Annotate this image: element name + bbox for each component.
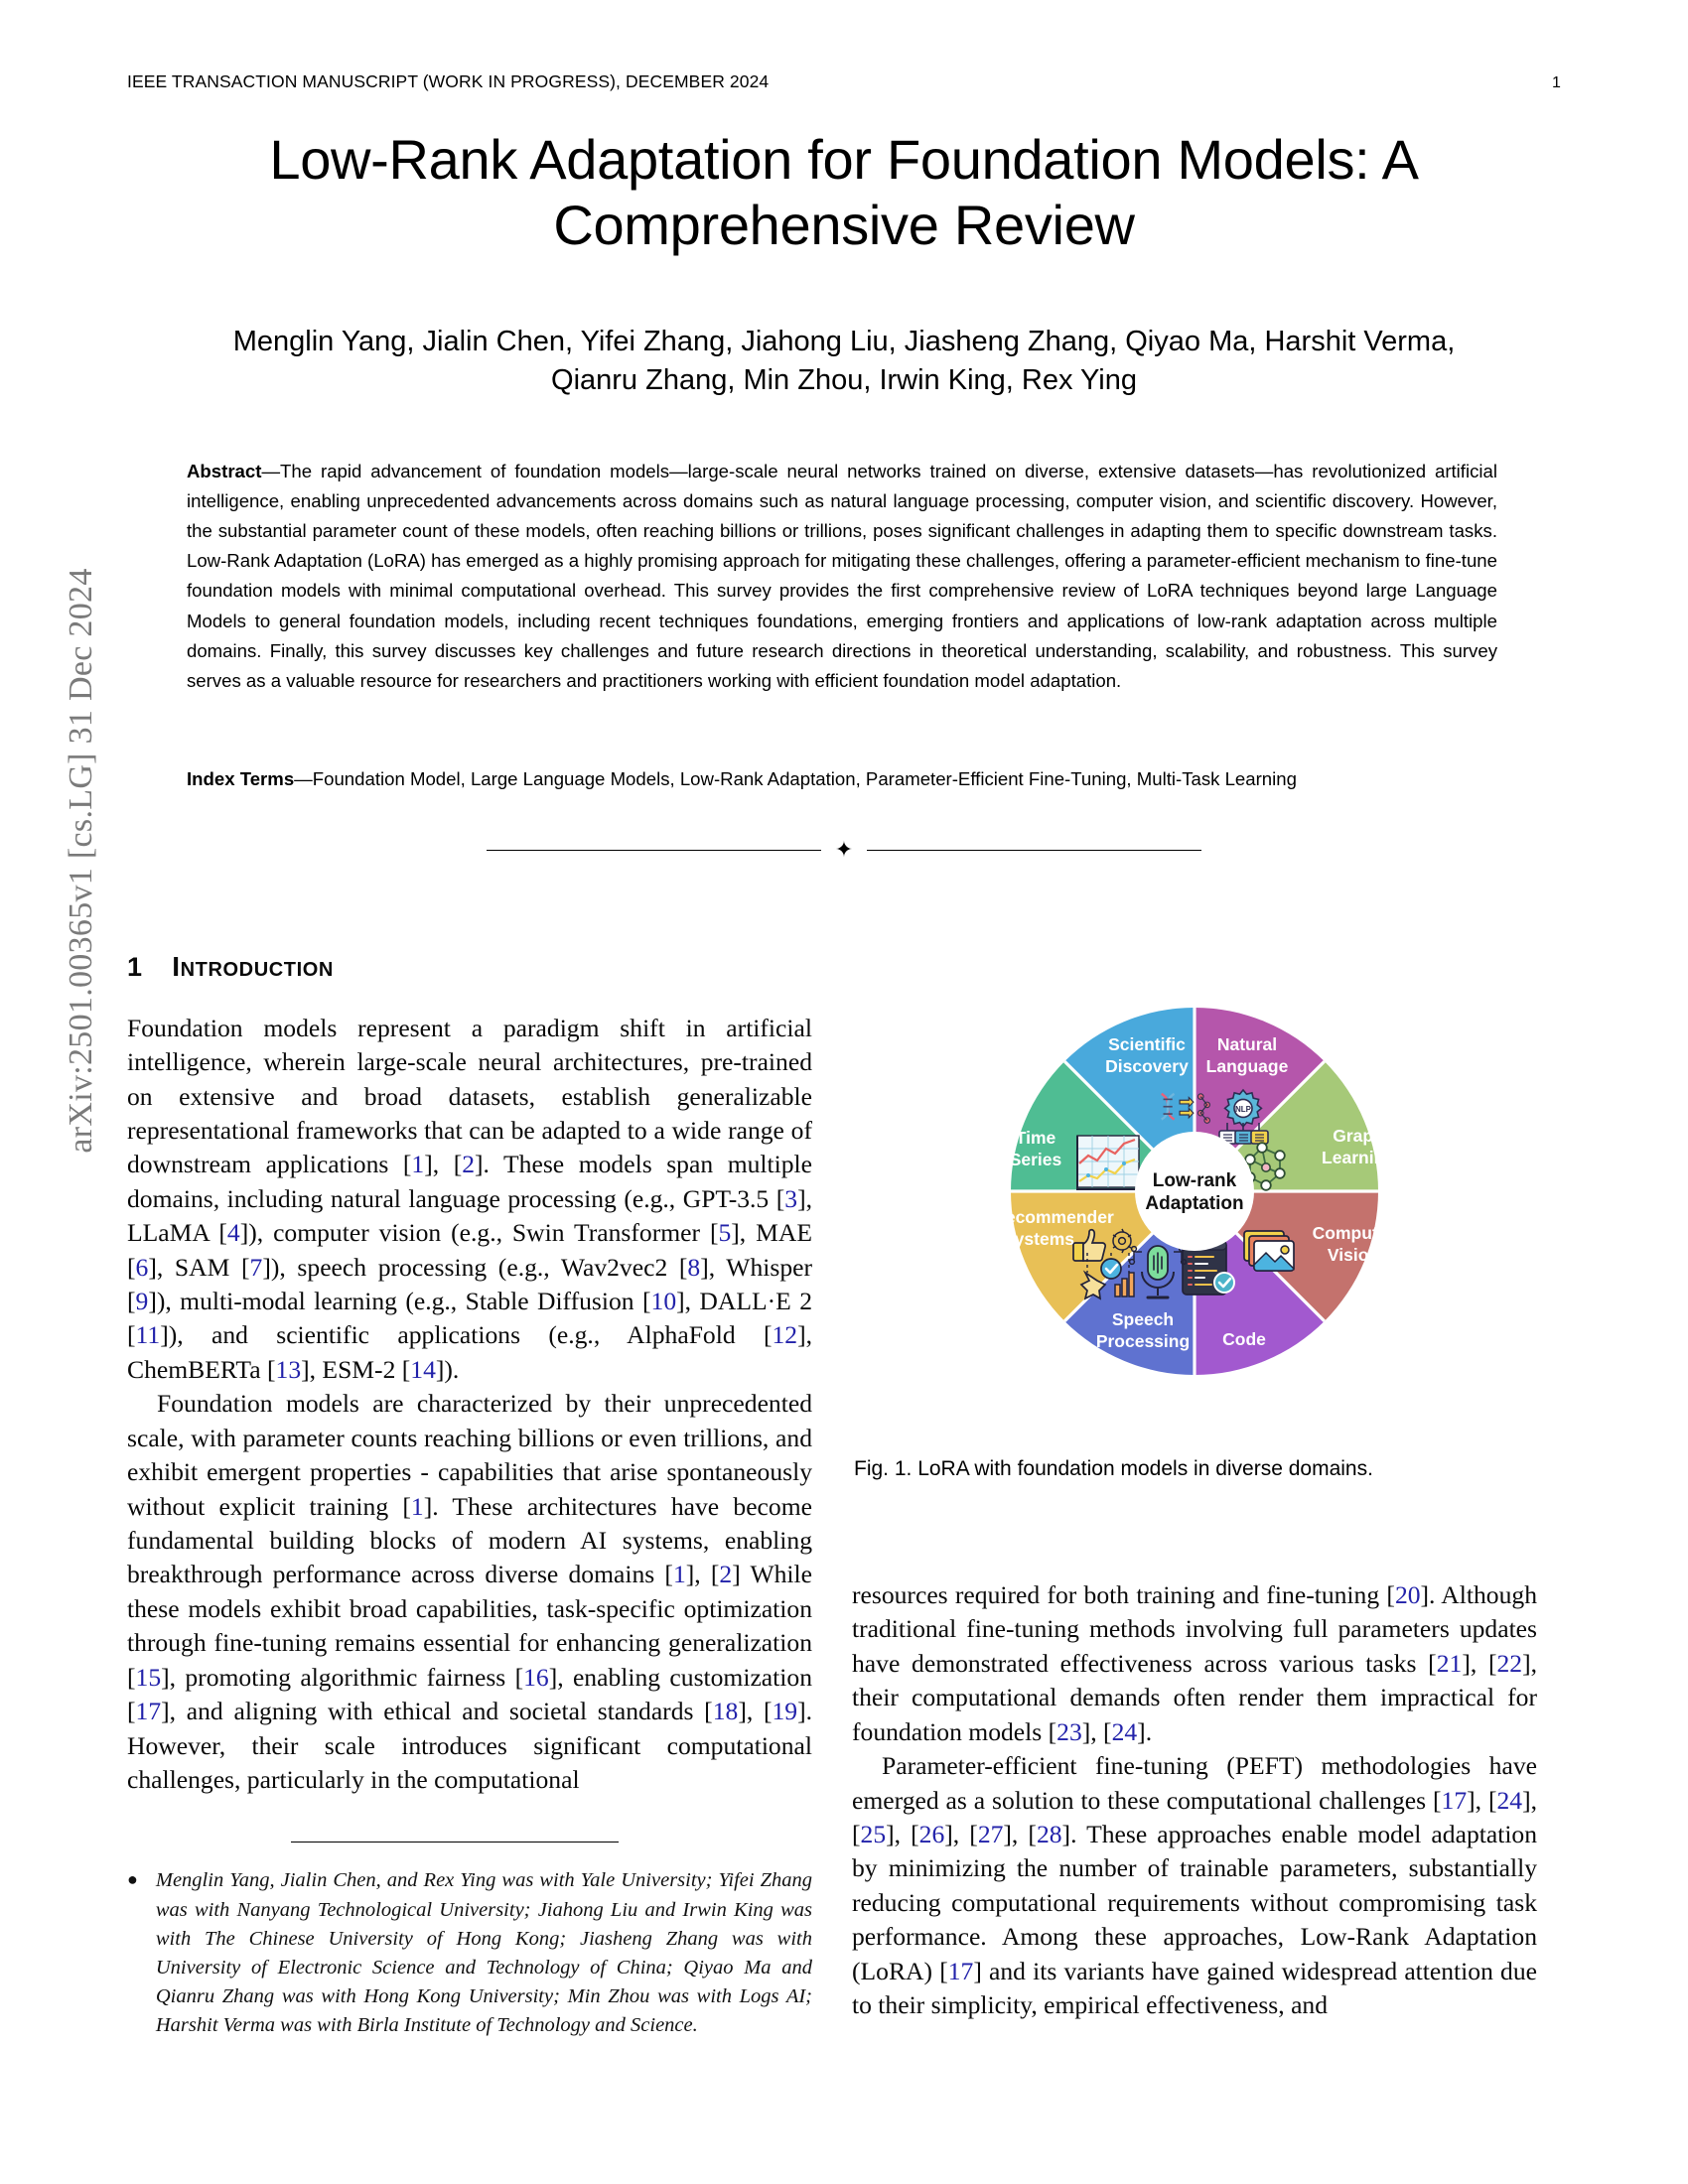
- citation-ref[interactable]: 16: [523, 1662, 549, 1692]
- label-speech-2: Processing: [1095, 1331, 1191, 1351]
- section-title: Introduction: [172, 951, 334, 982]
- citation-ref[interactable]: 23: [1056, 1716, 1082, 1746]
- abstract-block: [187, 457, 1497, 696]
- text-run: ], LLaMA [: [127, 1183, 812, 1248]
- citation-ref[interactable]: 9: [135, 1287, 149, 1316]
- bullet-icon: ●: [127, 1869, 138, 1890]
- center-label-line1: Low-rank: [1152, 1170, 1237, 1191]
- text-run: ]), multi-modal learning (e.g., Stable Diffusion [: [148, 1287, 651, 1316]
- label-recommender-1: Recommender: [993, 1207, 1114, 1227]
- center-label-line2: Adaptation: [1145, 1193, 1244, 1214]
- label-natural-language-1: Natural: [1216, 1034, 1278, 1054]
- line-chart-icon: [1077, 1136, 1141, 1189]
- figure-1: [852, 943, 1537, 1481]
- text-run: ], [: [852, 1785, 1537, 1848]
- citation-ref[interactable]: 28: [1036, 1819, 1062, 1848]
- paragraph: [127, 1387, 812, 1797]
- text-run: Foundation models represent a paradigm shift in artificial intelligence, wherein large-scale neural architectures, pre-trained on extensive and broad datasets, establish generalizable representational frameworks that can be adapted to a wide range of downstream applications [: [127, 1013, 812, 1179]
- text-run: ], promoting algorithmic fairness [: [161, 1662, 524, 1692]
- label-scientific-discovery-2: Discovery: [1105, 1056, 1189, 1076]
- citation-ref[interactable]: 24: [1496, 1785, 1523, 1815]
- lora-domain-wheel: [946, 943, 1443, 1439]
- text-run: ]), speech processing (e.g., Wav2vec2 [: [262, 1252, 688, 1282]
- section-heading: [127, 948, 812, 986]
- citation-ref[interactable]: 1: [672, 1560, 686, 1589]
- author-list: Menglin Yang, Jialin Chen, Yifei Zhang, Jiahong Liu, Jiasheng Zhang, Qiyao Ma, Harshit Verma, Qianru Zhang, Min Zhou, Irwin King, Rex Ying: [232, 326, 1456, 396]
- citation-ref[interactable]: 22: [1496, 1648, 1523, 1678]
- page-number: 1: [1552, 74, 1561, 91]
- text-run: ] While these models exhibit broad capabilities, task-specific optimization through fine-tuning remains essential for enhancing generalization [: [127, 1560, 812, 1692]
- text-run: ], [: [1003, 1819, 1037, 1848]
- running-head-left: IEEE TRANSACTION MANUSCRIPT (WORK IN PROGRESS), DECEMBER 2024: [127, 71, 770, 91]
- citation-ref[interactable]: 5: [718, 1218, 732, 1248]
- text-run: ], [: [944, 1819, 978, 1848]
- ornament-rule-right: [867, 850, 1201, 851]
- label-time-series-2: Series: [1009, 1150, 1062, 1169]
- label-recommender-2: Systems: [1003, 1229, 1074, 1249]
- citation-ref[interactable]: 4: [226, 1218, 240, 1248]
- text-run: ]. These models span multiple domains, including natural language processing (e.g., GPT-3.5 [: [127, 1150, 813, 1213]
- body-column-right: [852, 1578, 1537, 2022]
- citation-ref[interactable]: 3: [784, 1183, 798, 1213]
- citation-ref[interactable]: 17: [947, 1956, 974, 1985]
- text-run: ], their computational demands often render them impractical for foundation models [: [852, 1648, 1538, 1746]
- ornament-rule-left: [487, 850, 821, 851]
- label-scientific-discovery-1: Scientific: [1108, 1034, 1186, 1054]
- text-run: ], [: [1081, 1716, 1112, 1746]
- citation-ref[interactable]: 1: [410, 1491, 424, 1521]
- abstract-text: The rapid advancement of foundation models—large-scale neural networks trained on diverse, extensive datasets—has revolutionized artificial intelligence, enabling unprecedented advancements across domains such as natural language processing, computer vision, and scientific discovery. However, the substantial parameter count of these models, often reaching billions or trillions, poses significant challenges in adapting them to specific downstream tasks. Low-Rank Adaptation (LoRA) has emerged as a highly promising approach for mitigating these challenges, offering a parameter-efficient mechanism to fine-tune foundation models with minimal computational overhead. This survey provides the first comprehensive review of LoRA techniques beyond large Language Models to general foundation models, including recent techniques foundations, emerging frontiers and applications of low-rank adaptation across multiple domains. Finally, this survey discusses key challenges and future research directions in theoretical understanding, scalability, and robustness. This survey serves as a valuable resource for researchers and practitioners working with efficient foundation model adaptation.: [187, 461, 1497, 691]
- citation-ref[interactable]: 15: [135, 1662, 162, 1692]
- text-run: ], SAM [: [148, 1252, 250, 1282]
- citation-ref[interactable]: 24: [1111, 1716, 1138, 1746]
- index-terms-label: Index Terms: [187, 768, 295, 789]
- image-stack-icon: [1244, 1231, 1294, 1271]
- diamond-icon: ✦: [834, 837, 854, 862]
- index-terms-dash: —: [294, 768, 313, 789]
- text-run: ]).: [435, 1354, 460, 1384]
- citation-ref[interactable]: 2: [719, 1560, 733, 1589]
- text-run: ], ChemBERTa [: [127, 1320, 812, 1384]
- wheel-diagram: [852, 943, 1537, 1439]
- text-run: ], [: [424, 1150, 463, 1179]
- text-run: ], enabling customization [: [127, 1662, 812, 1726]
- label-computer-vision-1: Computer: [1312, 1223, 1395, 1243]
- citation-ref[interactable]: 18: [712, 1697, 739, 1726]
- text-run: ].: [1137, 1716, 1153, 1746]
- citation-ref[interactable]: 12: [772, 1320, 798, 1350]
- section-ornament: [487, 839, 1201, 861]
- arxiv-stamp: arXiv:2501.00365v1 [cs.LG] 31 Dec 2024: [63, 568, 99, 1154]
- text-run: ], [: [685, 1560, 720, 1589]
- citation-ref[interactable]: 25: [860, 1819, 887, 1848]
- index-terms-block: [187, 764, 1497, 794]
- label-computer-vision-2: Vision: [1327, 1245, 1380, 1265]
- footnote-rule: [291, 1842, 619, 1843]
- svg-text:NLP: NLP: [1235, 1105, 1251, 1114]
- abstract-dash: —: [261, 461, 281, 481]
- citation-ref[interactable]: 14: [410, 1354, 436, 1384]
- text-run: ]), and scientific applications (e.g., AlphaFold [: [160, 1320, 773, 1350]
- text-run: ], [: [886, 1819, 919, 1848]
- label-time-series-1: Time: [1015, 1128, 1056, 1148]
- label-natural-language-2: Language: [1205, 1056, 1289, 1076]
- text-run: ]. These architectures have become fundamental building blocks of modern AI systems, enabling breakthrough performance across diverse domains [: [127, 1491, 812, 1589]
- citation-ref[interactable]: 8: [687, 1252, 701, 1282]
- index-terms-text: Foundation Model, Large Language Models, Low-Rank Adaptation, Parameter-Efficient Fine-Tuning, Multi-Task Learning: [312, 768, 1297, 789]
- label-speech-1: Speech: [1111, 1309, 1175, 1329]
- text-run: ], [: [738, 1697, 773, 1726]
- citation-ref[interactable]: 21: [1436, 1648, 1463, 1678]
- section-number: 1: [127, 952, 143, 982]
- citation-ref[interactable]: 7: [249, 1252, 263, 1282]
- text-run: ], and aligning with ethical and societal standards [: [161, 1697, 713, 1726]
- citation-ref[interactable]: 13: [275, 1354, 302, 1384]
- citation-ref[interactable]: 19: [772, 1697, 798, 1726]
- footnote-text: Menglin Yang, Jialin Chen, and Rex Ying was with Yale University; Yifei Zhang was with Nanyang Technological University; Jiahong Liu and Irwin King was with The Chinese University of Hong Kong; Jiasheng Zhang was with University of Electronic Science and Technology of China; Qiyao Ma and Qianru Zhang was with Hong Kong University; Min Zhou was with Logs AI; Harshit Verma was with Birla Institute of Technology and Science.: [155, 1869, 812, 2036]
- text-run: Parameter-efficient fine-tuning (PEFT) methodologies have emerged as a solution to these computational challenges [: [852, 1751, 1537, 1815]
- label-code: Code: [1222, 1329, 1266, 1349]
- citation-ref[interactable]: 20: [1394, 1580, 1421, 1609]
- citation-ref[interactable]: 2: [462, 1150, 476, 1179]
- running-head: [127, 71, 1561, 92]
- body-column-left: [127, 948, 812, 1797]
- label-graph-learning-1: Graph: [1333, 1126, 1384, 1146]
- citation-ref[interactable]: 27: [977, 1819, 1004, 1848]
- text-run: ], ESM-2 [: [301, 1354, 411, 1384]
- paragraph: [852, 1749, 1537, 2022]
- text-run: ]. However, their scale introduces significant computational challenges, particularly in the computational: [127, 1697, 812, 1794]
- text-run: ], [: [1462, 1648, 1497, 1678]
- page-title: Low-Rank Adaptation for Foundation Models: A Comprehensive Review: [269, 128, 1419, 257]
- text-run: ] and its variants have gained widespread attention due to their simplicity, empirical effectiveness, and: [852, 1956, 1538, 2020]
- citation-ref[interactable]: 10: [650, 1287, 677, 1316]
- citation-ref[interactable]: 1: [411, 1150, 425, 1179]
- text-run: ], MAE [: [127, 1218, 812, 1282]
- abstract-label: Abstract: [187, 461, 262, 481]
- text-run: ], DALL·E 2 [: [127, 1287, 812, 1350]
- text-run: Foundation models are characterized by their unprecedented scale, with parameter counts reaching billions or even trillions, and exhibit emergent properties - capabilities that arise spontaneously without explicit training [: [127, 1389, 812, 1521]
- text-run: ]. Although traditional fine-tuning methods involving full parameters updates have demonstrated effectiveness across various tasks [: [852, 1580, 1537, 1678]
- citation-ref[interactable]: 26: [918, 1819, 945, 1848]
- text-run: ]. These approaches enable model adaptation by minimizing the number of trainable parameters, substantially reducing computational requirements without compromising task performance. Among these approaches, Low-Rank Adaptation (LoRA) [: [852, 1819, 1538, 1985]
- citation-ref[interactable]: 6: [135, 1252, 149, 1282]
- citation-ref[interactable]: 17: [1441, 1785, 1468, 1815]
- footnote-entry: [127, 1866, 812, 2040]
- text-run: ], [: [1467, 1785, 1497, 1815]
- figure-caption: Fig. 1. LoRA with foundation models in diverse domains.: [854, 1457, 1373, 1480]
- wheel-center-hub: [1135, 1132, 1254, 1251]
- text-run: resources required for both training and fine-tuning [: [852, 1580, 1395, 1609]
- text-run: ]), computer vision (e.g., Swin Transformer [: [239, 1218, 719, 1248]
- paragraph: [127, 1012, 812, 1388]
- label-graph-learning-2: Learning: [1322, 1148, 1395, 1167]
- footnote-block: [127, 1842, 812, 2040]
- text-run: ], Whisper [: [127, 1252, 813, 1316]
- paragraph: [852, 1578, 1537, 1749]
- citation-ref[interactable]: 17: [135, 1697, 162, 1726]
- citation-ref[interactable]: 11: [135, 1320, 161, 1350]
